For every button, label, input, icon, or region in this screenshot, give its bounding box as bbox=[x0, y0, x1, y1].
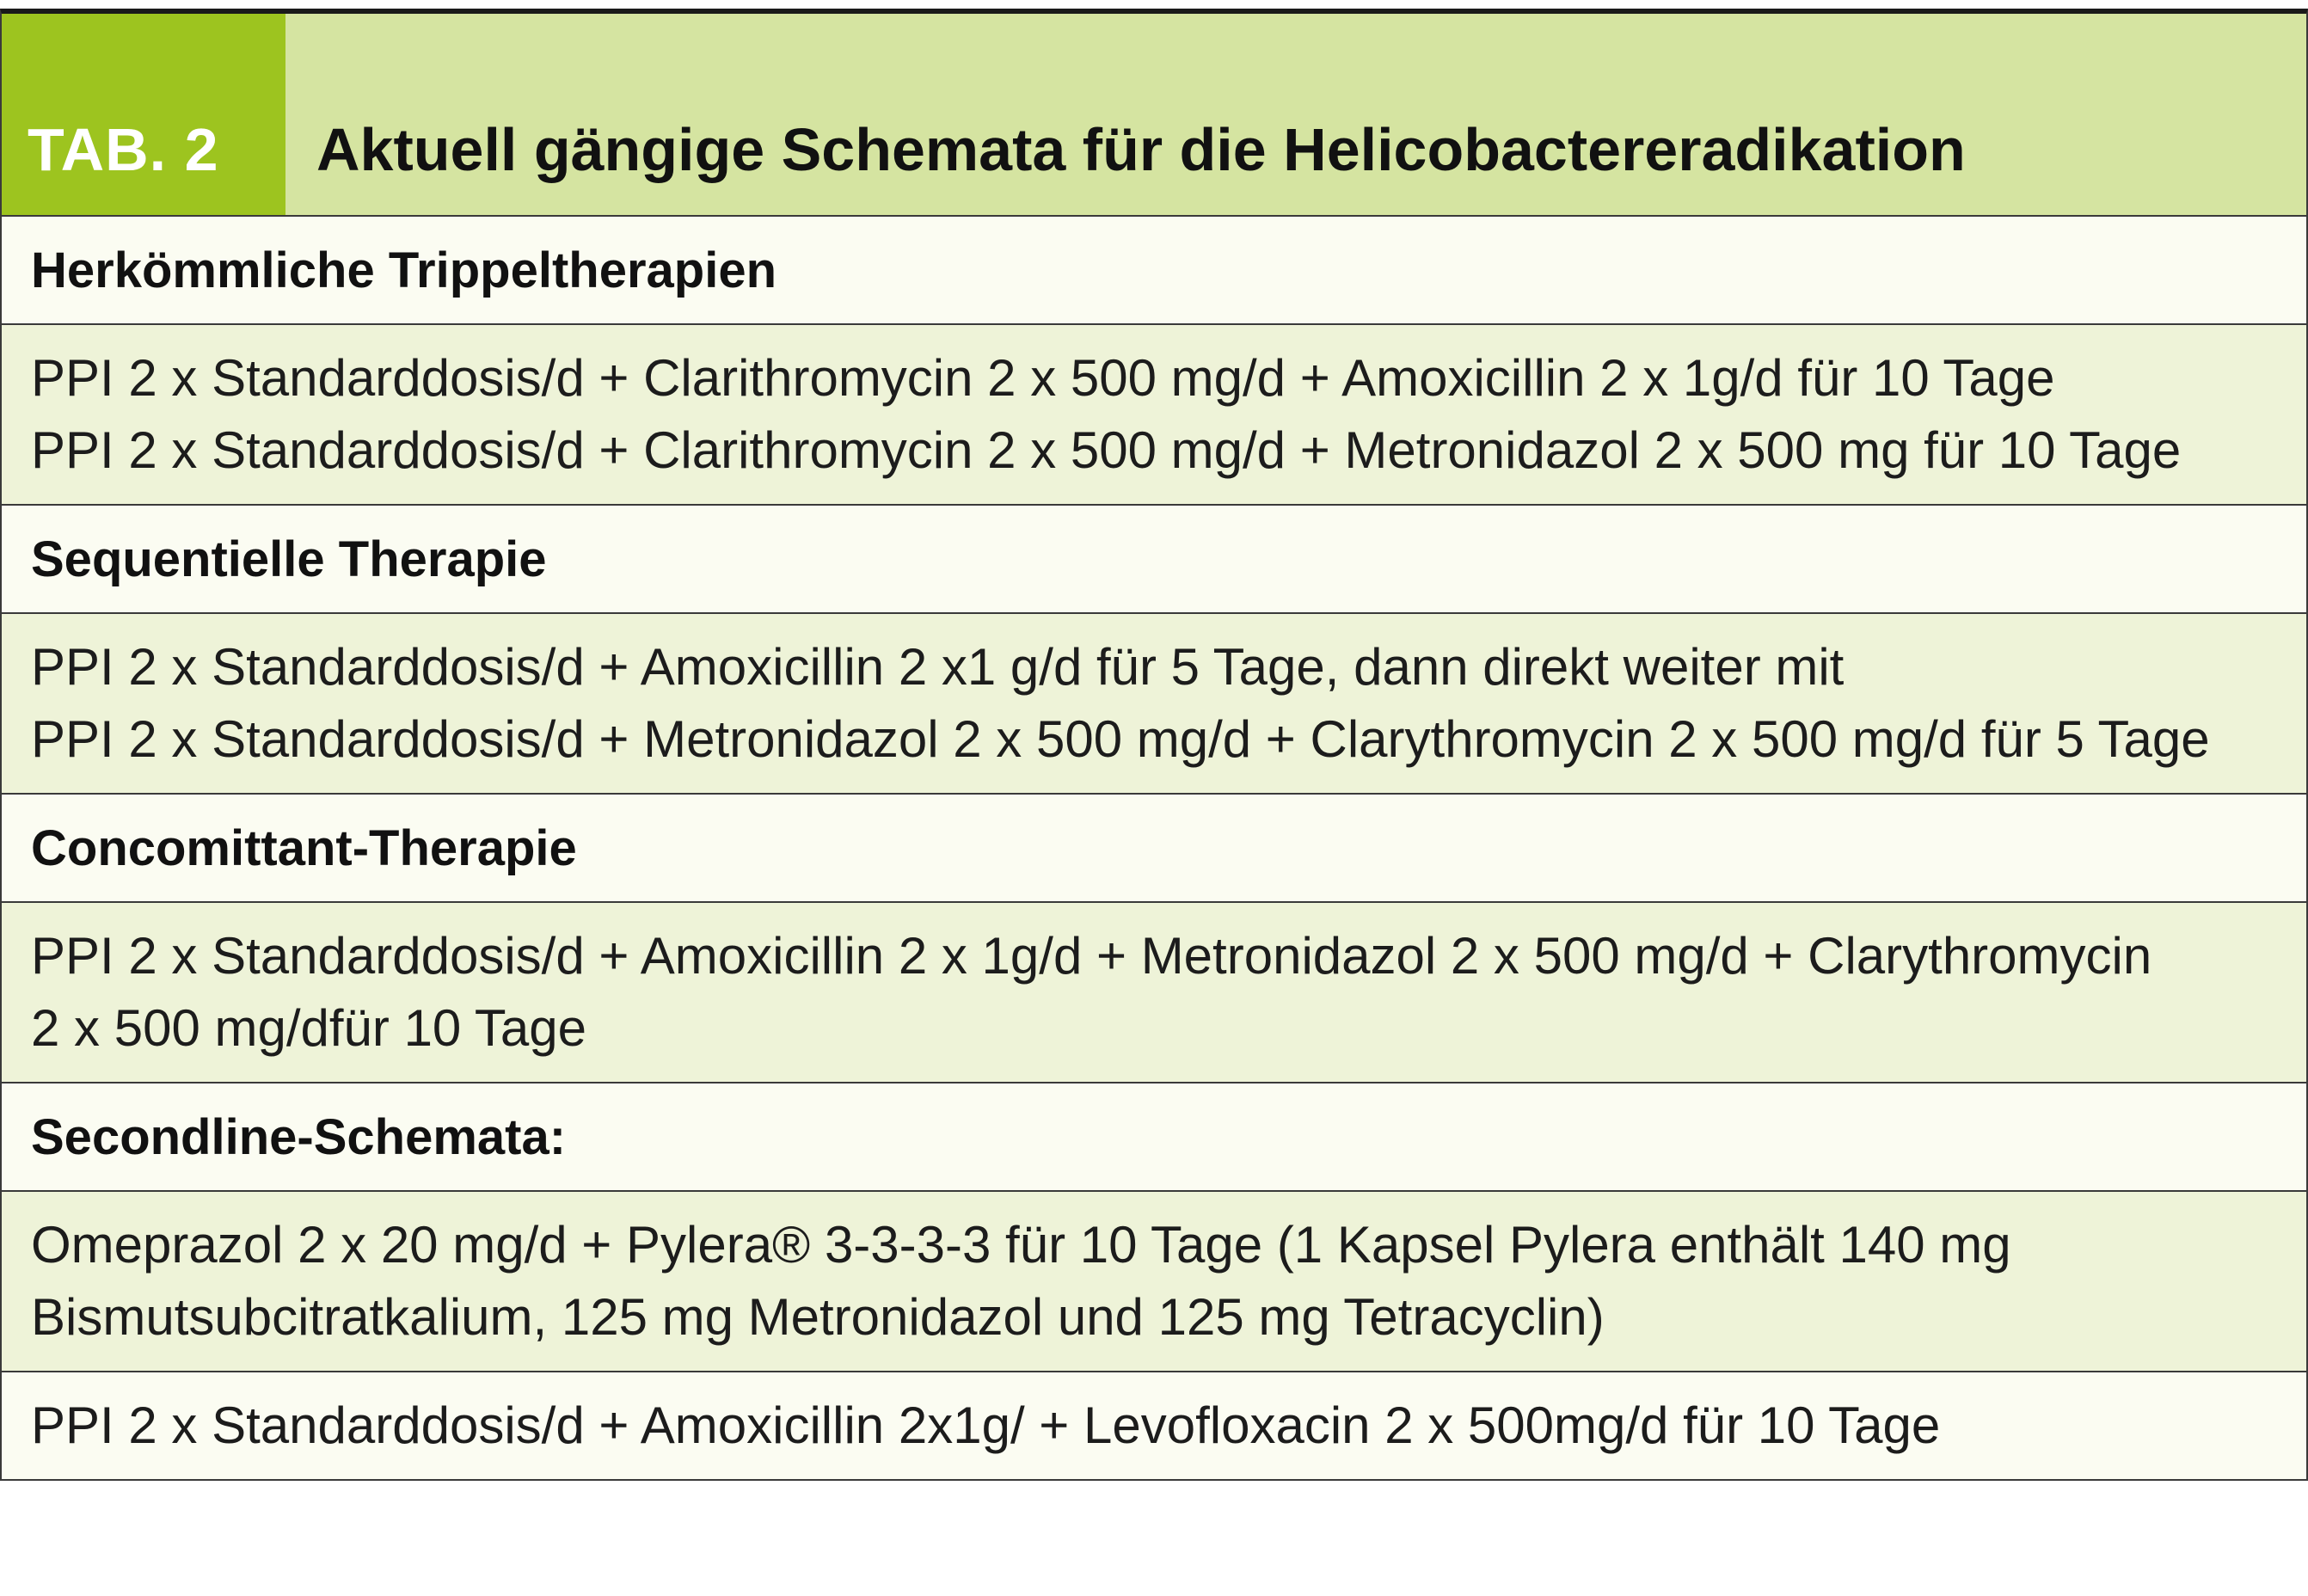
regimen-line: 2 x 500 mg/dfür 10 Tage bbox=[31, 999, 586, 1057]
regimen-line: PPI 2 x Standarddosis/d + Clarithromycin 2 x 500 mg/d + Amoxicillin 2 x 1g/d für 10 Tage bbox=[31, 349, 2055, 407]
section-body-sequential bbox=[2, 614, 2306, 795]
regimen-line: PPI 2 x Standarddosis/d + Amoxicillin 2 x1 g/d für 5 Tage, dann direkt weiter mit bbox=[31, 638, 1845, 696]
section-body-secondline-extra bbox=[2, 1372, 2306, 1481]
regimen-line: Omeprazol 2 x 20 mg/d + Pylera® 3-3-3-3 für 10 Tage (1 Kapsel Pylera enthält 140 mg bbox=[31, 1216, 2011, 1274]
table-header bbox=[2, 14, 2306, 217]
regimen-line: PPI 2 x Standarddosis/d + Clarithromycin 2 x 500 mg/d + Metronidazol 2 x 500 mg für 10 Tage bbox=[31, 421, 2182, 479]
section-heading-concomittant: Concomittant-Therapie bbox=[2, 795, 2306, 903]
regimen-line: Bismutsubcitratkalium, 125 mg Metronidazol und 125 mg Tetracyclin) bbox=[31, 1288, 1605, 1346]
therapy-table bbox=[0, 9, 2308, 1481]
regimen-line: PPI 2 x Standarddosis/d + Metronidazol 2 x 500 mg/d + Clarythromycin 2 x 500 mg/d für 5 Tage bbox=[31, 710, 2210, 768]
section-heading-sequential: Sequentielle Therapie bbox=[2, 506, 2306, 614]
regimen-line: PPI 2 x Standarddosis/d + Amoxicillin 2 x 1g/d + Metronidazol 2 x 500 mg/d + Clarythromycin bbox=[31, 927, 2152, 985]
section-body-triple bbox=[2, 325, 2306, 506]
table-number-label: TAB. 2 bbox=[2, 14, 285, 215]
regimen-line: PPI 2 x Standarddosis/d + Amoxicillin 2x1g/ + Levofloxacin 2 x 500mg/d für 10 Tage bbox=[31, 1396, 1941, 1454]
table-title: Aktuell gängige Schemata für die Helicobactereradikation bbox=[285, 14, 2306, 215]
section-body-concomittant bbox=[2, 903, 2306, 1083]
section-body-secondline bbox=[2, 1192, 2306, 1372]
section-heading-secondline: Secondline-Schemata: bbox=[2, 1083, 2306, 1192]
section-heading-triple: Herkömmliche Trippeltherapien bbox=[2, 217, 2306, 325]
